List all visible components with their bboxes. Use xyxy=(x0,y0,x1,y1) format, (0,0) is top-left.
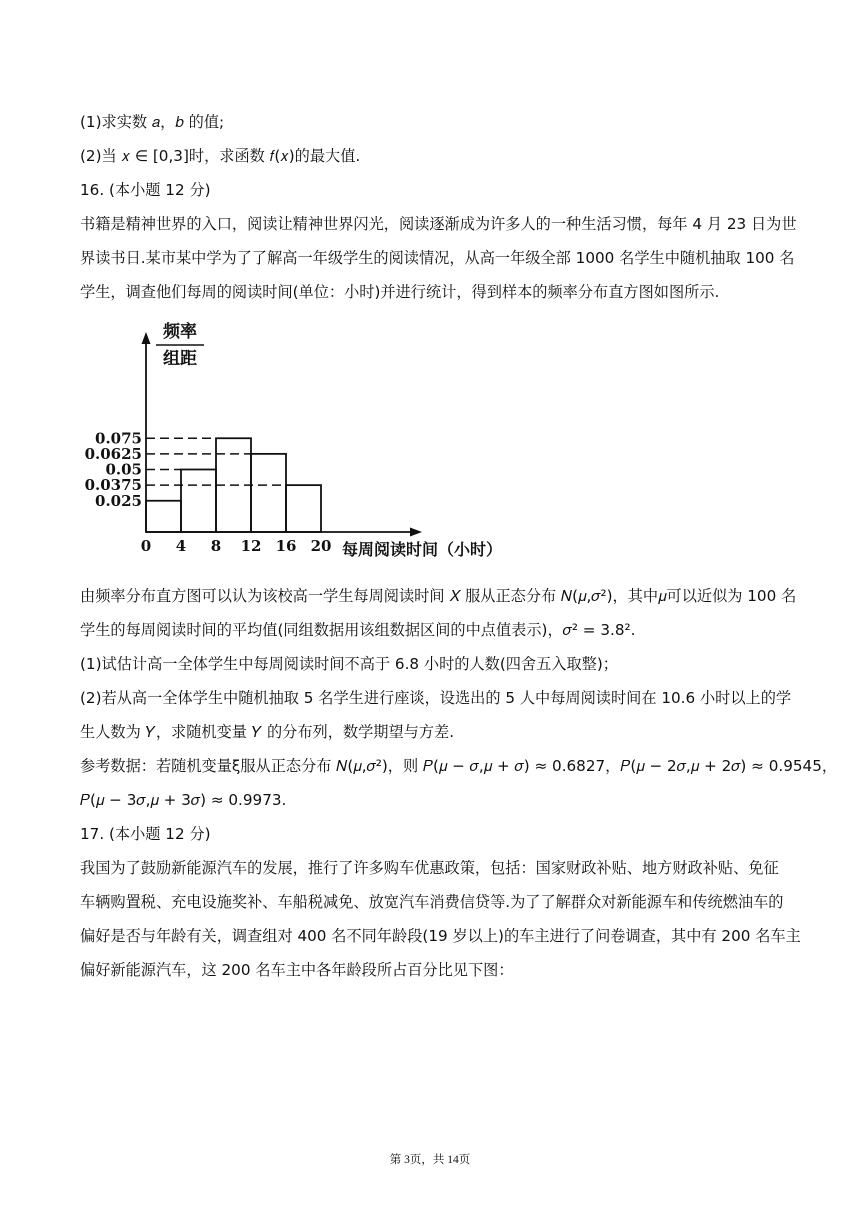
frequency-histogram xyxy=(84,312,542,564)
q16-part-2-line-2: 生人数为 𝑌，求随机变量 𝑌 的分布列，数学期望与方差. xyxy=(80,723,455,741)
q16-paragraph-line-2: 界读书日.某市某中学为了了解高一年级学生的阅读情况，从高一年级全部 1000 名学生中随机抽取 100 名 xyxy=(80,249,795,267)
histogram-bar xyxy=(286,485,321,532)
y-axis-label-bottom: 组距 xyxy=(163,349,197,369)
y-axis-label-top: 频率 xyxy=(163,322,197,342)
x-axis-label: 每周阅读时间（小时） xyxy=(342,540,503,559)
q17-paragraph-line-2: 车辆购置税、充电设施奖补、车船税减免、放宽汽车消费信贷等.为了了解群众对新能源车和传统燃油车的 xyxy=(80,893,784,911)
q17-paragraph-line-3: 偏好是否与年龄有关，调查组对 400 名不同年龄段(19 岁以上)的车主进行了问卷调查，其中有 200 名车主 xyxy=(80,927,801,945)
q16-paragraph-line-3: 学生，调查他们每周的阅读时间(单位：小时)并进行统计，得到样本的频率分布直方图如图所示. xyxy=(80,283,720,301)
question-17-heading: 17. (本小题 12 分) xyxy=(80,825,211,843)
line-1: (1)求实数 𝑎，𝑏 的值; xyxy=(80,113,225,131)
y-tick-label: 0.05 xyxy=(105,460,142,479)
q16-part-1: (1)试估计高一全体学生中每周阅读时间不高于 6.8 小时的人数(四舍五入取整)； xyxy=(80,655,618,673)
x-tick-label: 8 xyxy=(210,537,222,555)
x-tick-label: 0 xyxy=(140,537,152,555)
histogram-bar xyxy=(251,454,286,532)
question-16-heading: 16. (本小题 12 分) xyxy=(80,181,211,199)
histogram-labels xyxy=(85,321,502,559)
y-tick-label: 0.0625 xyxy=(84,444,142,463)
histogram-bar xyxy=(146,501,181,532)
histogram-bar xyxy=(181,470,216,533)
y-tick-label: 0.075 xyxy=(95,429,142,448)
x-tick-label: 20 xyxy=(310,537,332,555)
q16-paragraph-line-5: 学生的每周阅读时间的平均值(同组数据用该组数据区间的中点值表示)，𝜎² = 3.8². xyxy=(80,621,636,639)
x-tick-label: 16 xyxy=(275,537,297,555)
y-tick-label: 0.0375 xyxy=(84,476,142,495)
q17-paragraph-line-4: 偏好新能源汽车，这 200 名车主中各年龄段所占百分比见下图： xyxy=(80,961,514,979)
reference-data-line-1: 参考数据：若随机变量ξ服从正态分布 𝑁(𝜇,𝜎²)，则 𝑃(𝜇 − 𝜎,𝜇 + 𝜎) ≈ 0.6827，𝑃(𝜇 − 2𝜎,𝜇 + 2𝜎) ≈ 0.9545， xyxy=(80,757,838,775)
y-tick-label: 0.025 xyxy=(95,491,142,510)
q16-paragraph-line-4: 由频率分布直方图可以认为该校高一学生每周阅读时间 𝑋 服从正态分布 𝑁(𝜇,𝜎²)，其中𝜇可以近似为 100 名 xyxy=(80,587,797,605)
reference-data-line-2: 𝑃(𝜇 − 3𝜎,𝜇 + 3𝜎) ≈ 0.9973. xyxy=(80,791,287,809)
q17-paragraph-line-1: 我国为了鼓励新能源汽车的发展，推行了许多购车优惠政策，包括：国家财政补贴、地方财政补贴、免征 xyxy=(80,859,779,877)
line-2: (2)当 𝑥 ∈ [0,3]时，求函数 𝑓(𝑥)的最大值. xyxy=(80,147,361,165)
x-tick-label: 4 xyxy=(175,537,187,555)
page-footer: 第 3页，共 14页 xyxy=(389,1154,471,1166)
y-axis-arrow xyxy=(142,332,151,344)
x-axis-arrow xyxy=(410,528,422,537)
q16-part-2-line-1: (2)若从高一全体学生中随机抽取 5 名学生进行座谈，设选出的 5 人中每周阅读时间在 10.6 小时以上的学 xyxy=(80,689,792,707)
x-tick-label: 12 xyxy=(240,537,262,555)
q16-paragraph-line-1: 书籍是精神世界的入口，阅读让精神世界闪光，阅读逐渐成为许多人的一种生活习惯，每年 4 月 23 日为世 xyxy=(80,215,797,233)
